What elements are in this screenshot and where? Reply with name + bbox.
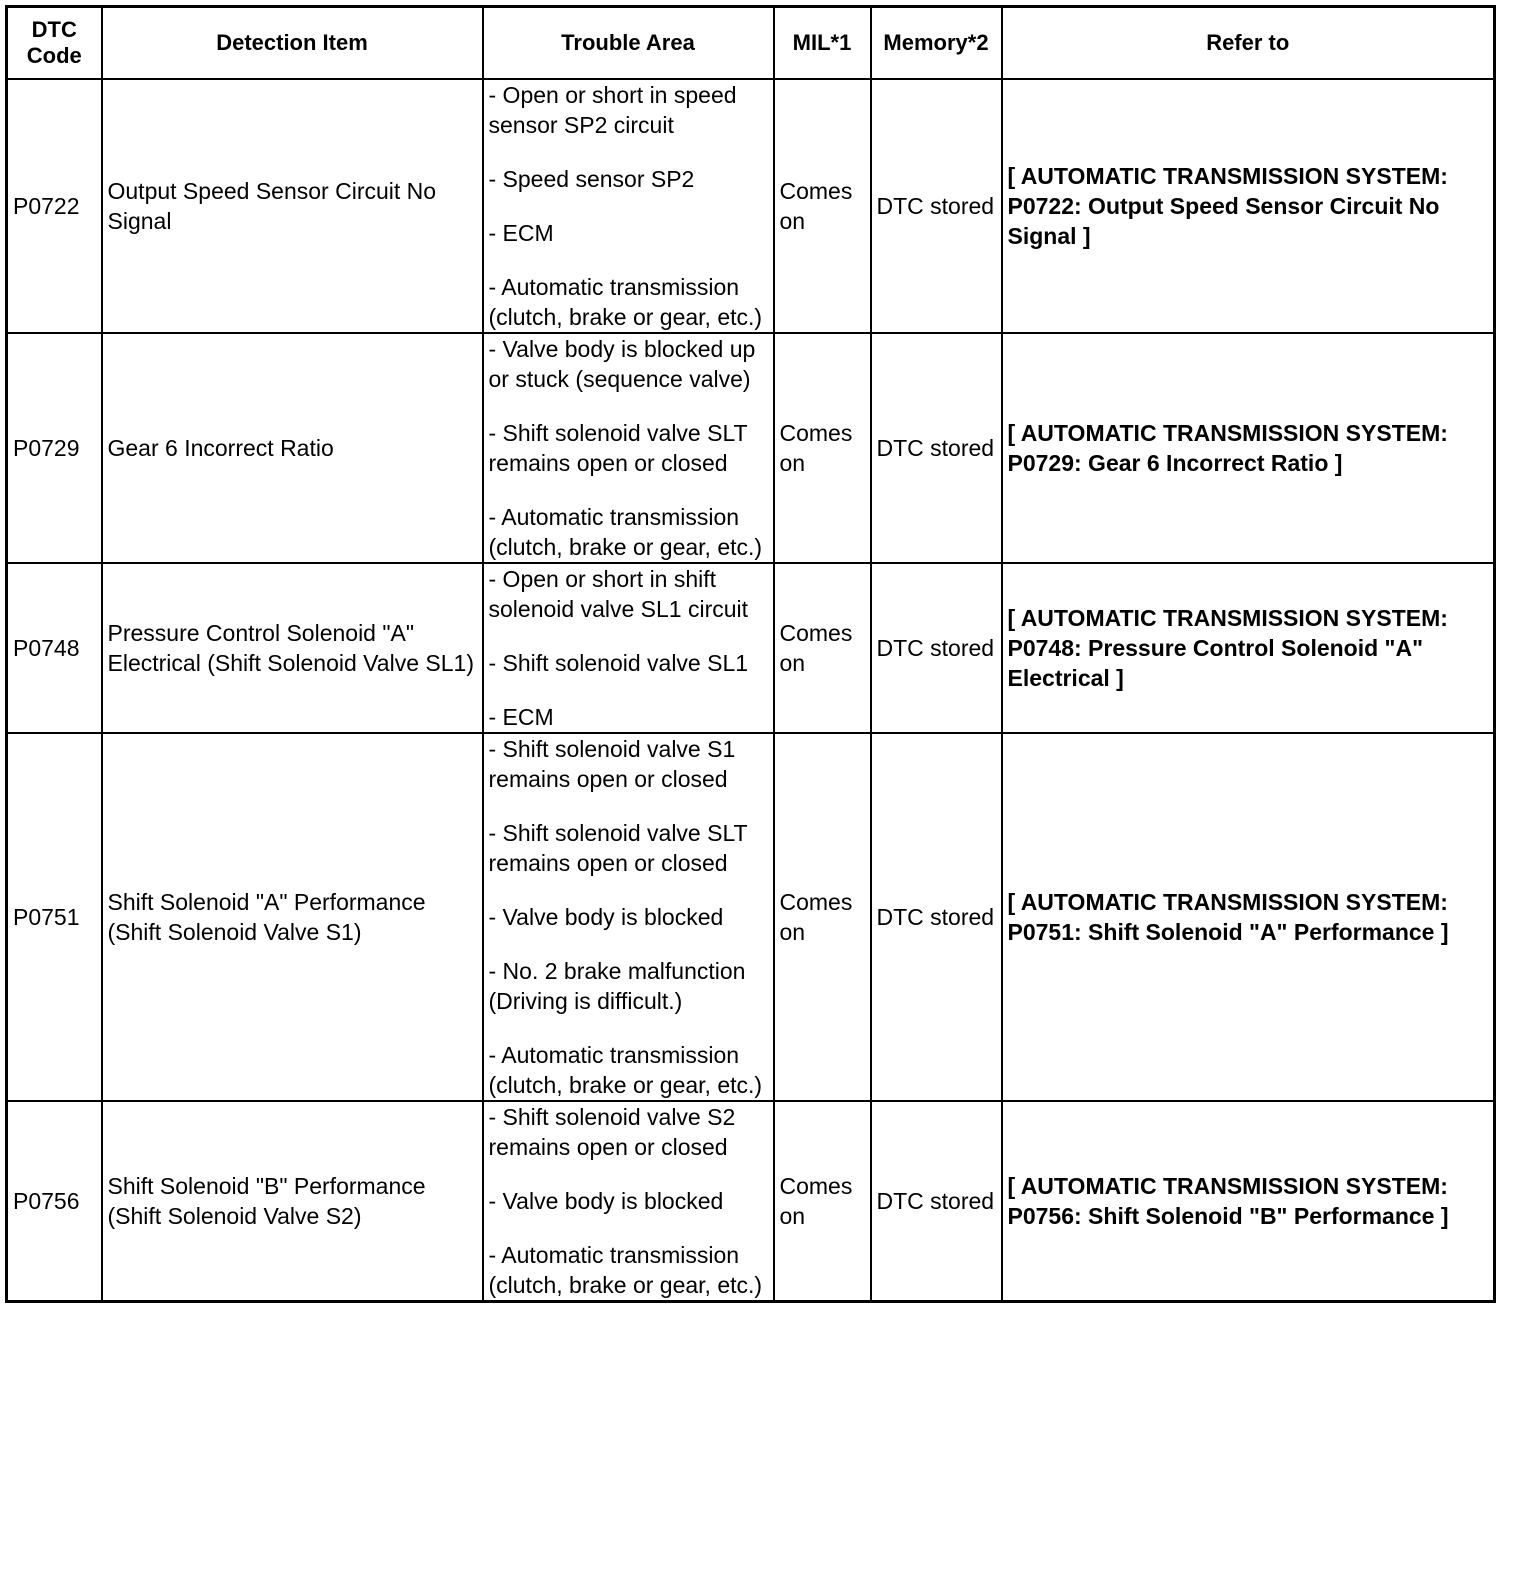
detection-item-cell: Shift Solenoid "A" Performance (Shift Solenoid Valve S1) <box>102 733 483 1101</box>
trouble-area-item: - Shift solenoid valve SLT remains open or closed <box>488 420 748 476</box>
trouble-area-item: - No. 2 brake malfunction (Driving is difficult.) <box>488 958 746 1014</box>
table-row <box>7 733 1495 1101</box>
trouble-area-item: - Speed sensor SP2 <box>488 166 695 192</box>
trouble-area-item: - ECM <box>488 704 554 730</box>
trouble-area-item: - Shift solenoid valve SL1 <box>488 650 749 676</box>
memory-cell: DTC stored <box>871 333 1002 563</box>
dtc-code-cell: P0748 <box>7 563 102 733</box>
trouble-area-item: - Open or short in shift solenoid valve SL1 circuit <box>488 566 749 622</box>
trouble-area-item: - Automatic transmission (clutch, brake or gear, etc.) <box>488 1042 763 1098</box>
header-memory: Memory*2 <box>871 7 1002 80</box>
header-dtc-code: DTC Code <box>7 7 102 80</box>
header-trouble-area: Trouble Area <box>483 7 774 80</box>
trouble-area-item: - Open or short in speed sensor SP2 circuit <box>488 82 737 138</box>
trouble-area-cell <box>483 79 774 333</box>
mil-cell: Comes on <box>774 733 871 1101</box>
mil-cell: Comes on <box>774 1101 871 1302</box>
header-mil: MIL*1 <box>774 7 871 80</box>
mil-cell: Comes on <box>774 563 871 733</box>
trouble-area-item: - Automatic transmission (clutch, brake or gear, etc.) <box>488 1242 763 1298</box>
detection-item-cell: Pressure Control Solenoid "A" Electrical (Shift Solenoid Valve SL1) <box>102 563 483 733</box>
trouble-area-item: - Automatic transmission (clutch, brake or gear, etc.) <box>488 504 763 560</box>
trouble-area-item: - Shift solenoid valve S2 remains open or closed <box>488 1104 736 1160</box>
table-row <box>7 333 1495 563</box>
trouble-area-item: - Valve body is blocked <box>488 904 724 930</box>
refer-to-link[interactable]: [ AUTOMATIC TRANSMISSION SYSTEM: P0722: Output Speed Sensor Circuit No Signal ] <box>1002 79 1495 333</box>
trouble-area-cell <box>483 1101 774 1302</box>
refer-to-link[interactable]: [ AUTOMATIC TRANSMISSION SYSTEM: P0748: Pressure Control Solenoid "A" Electrical ] <box>1002 563 1495 733</box>
trouble-area-item: - Shift solenoid valve S1 remains open or closed <box>488 736 736 792</box>
trouble-area-item: - Valve body is blocked up or stuck (sequence valve) <box>488 336 756 392</box>
trouble-area-cell <box>483 733 774 1101</box>
dtc-table <box>5 5 1496 1303</box>
dtc-code-cell: P0756 <box>7 1101 102 1302</box>
detection-item-cell: Output Speed Sensor Circuit No Signal <box>102 79 483 333</box>
header-detection-item: Detection Item <box>102 7 483 80</box>
mil-cell: Comes on <box>774 333 871 563</box>
trouble-area-item: - Shift solenoid valve SLT remains open or closed <box>488 820 748 876</box>
detection-item-cell: Gear 6 Incorrect Ratio <box>102 333 483 563</box>
memory-cell: DTC stored <box>871 563 1002 733</box>
table-row <box>7 79 1495 333</box>
refer-to-link[interactable]: [ AUTOMATIC TRANSMISSION SYSTEM: P0729: Gear 6 Incorrect Ratio ] <box>1002 333 1495 563</box>
trouble-area-item: - Automatic transmission (clutch, brake or gear, etc.) <box>488 274 763 330</box>
table-row <box>7 1101 1495 1302</box>
memory-cell: DTC stored <box>871 79 1002 333</box>
table-row <box>7 563 1495 733</box>
trouble-area-cell <box>483 333 774 563</box>
trouble-area-cell <box>483 563 774 733</box>
trouble-area-item: - ECM <box>488 220 554 246</box>
dtc-code-cell: P0722 <box>7 79 102 333</box>
header-row <box>7 7 1495 80</box>
trouble-area-item: - Valve body is blocked <box>488 1188 724 1214</box>
memory-cell: DTC stored <box>871 733 1002 1101</box>
header-refer-to: Refer to <box>1002 7 1495 80</box>
detection-item-cell: Shift Solenoid "B" Performance (Shift Solenoid Valve S2) <box>102 1101 483 1302</box>
refer-to-link[interactable]: [ AUTOMATIC TRANSMISSION SYSTEM: P0756: Shift Solenoid "B" Performance ] <box>1002 1101 1495 1302</box>
dtc-code-cell: P0751 <box>7 733 102 1101</box>
dtc-code-cell: P0729 <box>7 333 102 563</box>
refer-to-link[interactable]: [ AUTOMATIC TRANSMISSION SYSTEM: P0751: Shift Solenoid "A" Performance ] <box>1002 733 1495 1101</box>
mil-cell: Comes on <box>774 79 871 333</box>
memory-cell: DTC stored <box>871 1101 1002 1302</box>
